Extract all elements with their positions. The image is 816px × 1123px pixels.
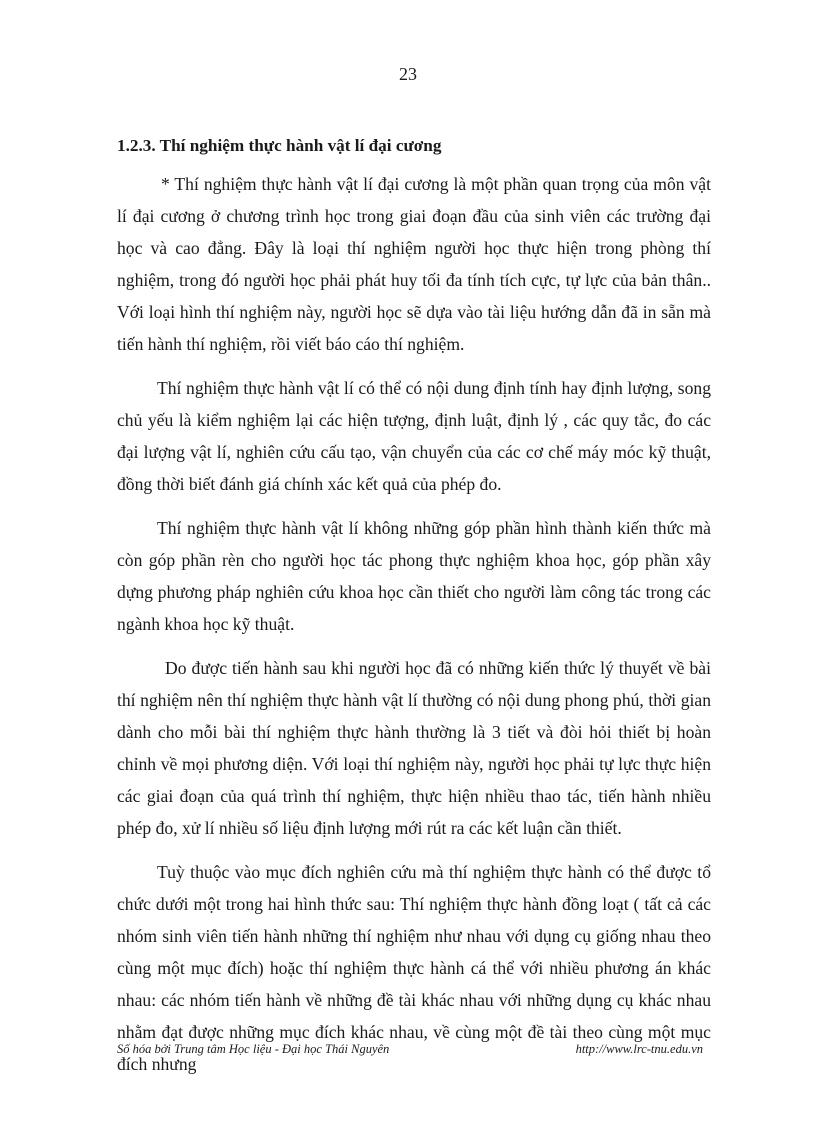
page-footer [117,1042,711,1057]
paragraph-5: Tuỳ thuộc vào mục đích nghiên cứu mà thí nghiệm thực hành có thể được tổ chức dưới một trong hai hình thức sau: Thí nghiệm thực hành đồng loạt ( tất cả các nhóm sinh viên tiến hành những thí nghiệm như nhau với dụng cụ giống nhau theo cùng một mục đích) hoặc thí nghiệm thực hành cá thể với nhiều phương án khác nhau: các nhóm tiến hành về những đề tài khác nhau với những dụng cụ khác nhau nhằm đạt được những mục đích khác nhau, về cùng một đề tài theo cùng một mục đích nhưng [117,862,711,1074]
paragraph-4: Do được tiến hành sau khi người học đã có những kiến thức lý thuyết về bài thí nghiệm nên thí nghiệm thực hành vật lí thường có nội dung phong phú, thời gian dành cho mỗi bài thí nghiệm thực hành thường là 3 tiết và đòi hỏi thiết bị hoàn chỉnh về mọi phương diện. Với loại thí nghiệm này, người học phải tự lực thực hiện các giai đoạn của quá trình thí nghiệm, thực hiện nhiều thao tác, tiến hành nhiều phép đo, xử lí nhiều số liệu định lượng mới rút ra các kết luận cần thiết. [117,658,711,838]
paragraph-2: Thí nghiệm thực hành vật lí có thể có nội dung định tính hay định lượng, song chủ yếu là kiểm nghiệm lại các hiện tượng, định luật, định lý , các quy tắc, đo các đại lượng vật lí, nghiên cứu cấu tạo, vận chuyển của các cơ chế máy móc kỹ thuật, đồng thời biết đánh giá chính xác kết quả của phép đo. [117,378,711,494]
paragraph-3: Thí nghiệm thực hành vật lí không những góp phần hình thành kiến thức mà còn góp phần rèn cho người học tác phong thực nghiệm khoa học, góp phần xây dựng phương pháp nghiên cứu khoa học cần thiết cho người làm công tác trong các ngành khoa học kỹ thuật. [117,518,711,634]
document-body [117,130,711,1092]
page-number: 23 [399,64,417,84]
section-heading: 1.2.3. Thí nghiệm thực hành vật lí đại cương [117,136,442,155]
footer-source-text: Số hóa bởi Trung tâm Học liệu - Đại học Thái Nguyên [117,1042,390,1056]
paragraph-1: * Thí nghiệm thực hành vật lí đại cương là một phần quan trọng của môn vật lí đại cương ở chương trình học trong giai đoạn đầu của sinh viên các trường đại học và cao đẳng. Đây là loại thí nghiệm người học thực hiện trong phòng thí nghiệm, trong đó người học phải phát huy tối đa tính tích cực, tự lực của bản thân.. Với loại hình thí nghiệm này, người học sẽ dựa vào tài liệu hướng dẫn đã in sẵn mà tiến hành thí nghiệm, rồi viết báo cáo thí nghiệm. [117,174,711,354]
footer-url[interactable]: http://www.lrc-tnu.edu.vn [575,1042,703,1056]
